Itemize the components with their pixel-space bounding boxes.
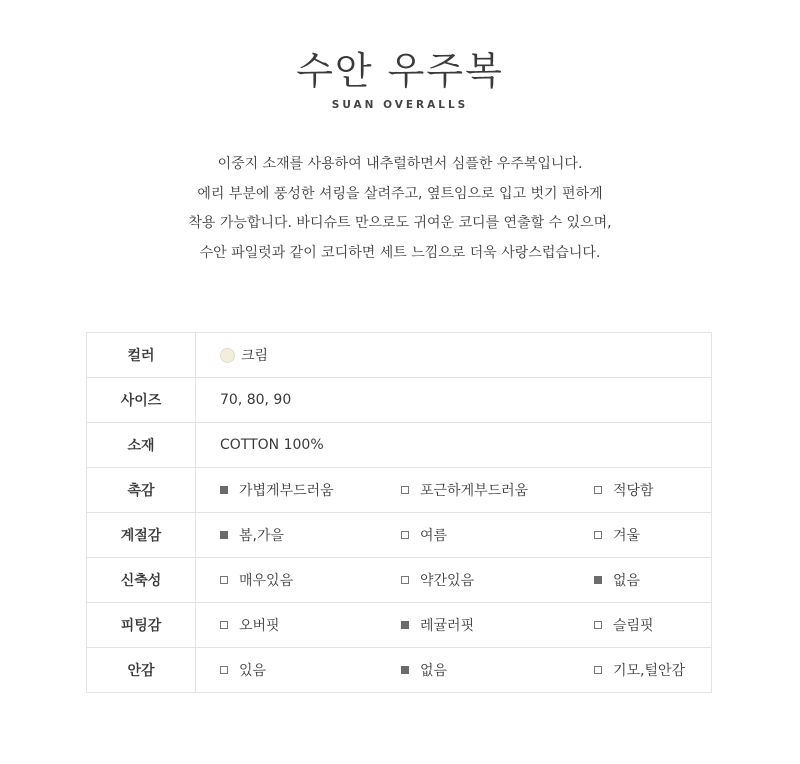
spec-label: 소재 (87, 423, 196, 468)
unchecked-box-icon (220, 621, 228, 629)
option-label: 슬림핏 (613, 618, 654, 634)
spec-label: 신축성 (87, 558, 196, 603)
spec-options (196, 603, 712, 648)
option-item (594, 615, 654, 635)
description-line: 착용 가능합니다. 바디슈트 만으로도 귀여운 코디를 연출할 수 있으며, (188, 215, 612, 231)
option-label: 여름 (420, 528, 448, 544)
option-label: 오버핏 (239, 618, 280, 634)
spec-value (196, 333, 712, 378)
spec-row-option (87, 468, 712, 513)
option-item (401, 660, 594, 680)
option-group (220, 480, 711, 500)
option-item (594, 570, 640, 590)
unchecked-box-icon (401, 576, 409, 584)
unchecked-box-icon (594, 486, 602, 494)
checked-box-icon (594, 576, 602, 584)
description-line: 이중지 소재를 사용하여 내추럴하면서 심플한 우주복입니다. (217, 156, 583, 172)
unchecked-box-icon (220, 576, 228, 584)
option-item (220, 615, 401, 635)
spec-row-option (87, 603, 712, 648)
option-label: 가볍게부드러움 (239, 483, 334, 499)
option-label: 레귤러핏 (420, 618, 475, 634)
spec-options (196, 513, 712, 558)
description-line: 에리 부분에 풍성한 셔링을 살려주고, 옆트임으로 입고 벗기 편하게 (197, 185, 603, 202)
spec-table (86, 332, 712, 693)
option-label: 겨울 (613, 528, 641, 544)
option-label: 봄,가을 (239, 528, 285, 544)
unchecked-box-icon (401, 531, 409, 539)
spec-row-option (87, 558, 712, 603)
unchecked-box-icon (594, 666, 602, 674)
spec-row-color (87, 333, 712, 378)
checked-box-icon (401, 666, 409, 674)
option-group (220, 615, 711, 635)
option-item (401, 615, 594, 635)
unchecked-box-icon (401, 486, 409, 494)
unchecked-box-icon (220, 666, 228, 674)
product-title: 수안 우주복 (296, 49, 504, 93)
spec-label: 계절감 (87, 513, 196, 558)
option-label: 약간있음 (420, 573, 475, 589)
option-label: 적당함 (613, 483, 654, 499)
option-label: 없음 (613, 573, 641, 589)
option-item (401, 570, 594, 590)
spec-row-material (87, 423, 712, 468)
option-label: 기모,털안감 (613, 663, 686, 679)
option-label: 매우있음 (239, 573, 294, 589)
spec-label: 안감 (87, 648, 196, 693)
option-label: 있음 (239, 663, 267, 679)
spec-label: 촉감 (87, 468, 196, 513)
option-item (401, 525, 594, 545)
option-group (220, 570, 711, 590)
option-item (220, 570, 401, 590)
size-value: 70, 80, 90 (196, 378, 712, 423)
checked-box-icon (401, 621, 409, 629)
checked-box-icon (220, 486, 228, 494)
option-item (220, 525, 401, 545)
option-item (401, 480, 594, 500)
color-swatch-icon (220, 348, 235, 363)
spec-options (196, 558, 712, 603)
option-item (594, 525, 640, 545)
option-label: 없음 (420, 663, 448, 679)
option-item (594, 660, 685, 680)
option-item (594, 480, 654, 500)
material-value: COTTON 100% (196, 423, 712, 468)
color-value: 크림 (241, 348, 269, 364)
description-line: 수안 파일럿과 같이 코디하면 세트 느낌으로 더욱 사랑스럽습니다. (199, 244, 601, 261)
checked-box-icon (220, 531, 228, 539)
spec-label: 사이즈 (87, 378, 196, 423)
option-group (220, 660, 711, 680)
option-label: 포근하게부드러움 (420, 483, 529, 499)
option-item (220, 660, 401, 680)
spec-row-option (87, 648, 712, 693)
unchecked-box-icon (594, 621, 602, 629)
spec-row-size (87, 378, 712, 423)
product-description (0, 150, 800, 268)
spec-row-option (87, 513, 712, 558)
spec-label: 피팅감 (87, 603, 196, 648)
option-group (220, 525, 711, 545)
spec-label: 컬러 (87, 333, 196, 378)
spec-options (196, 468, 712, 513)
product-subtitle: SUAN OVERALLS (331, 99, 469, 111)
spec-options (196, 648, 712, 693)
unchecked-box-icon (594, 531, 602, 539)
option-item (220, 480, 401, 500)
